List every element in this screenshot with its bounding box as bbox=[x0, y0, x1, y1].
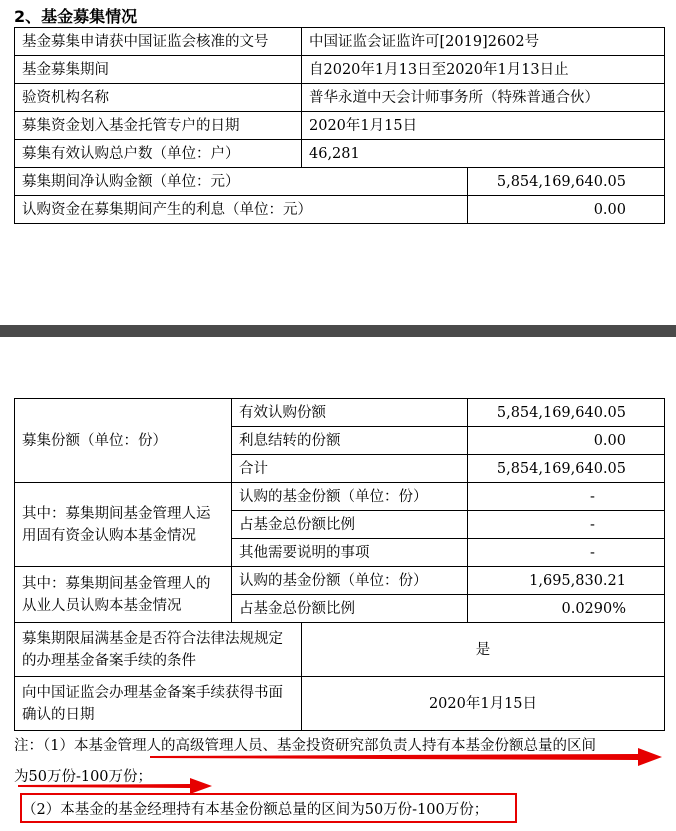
table-cell-value: - bbox=[468, 511, 665, 539]
table-cell-value: 中国证监会证监许可[2019]2602号 bbox=[302, 28, 665, 56]
table-cell-label: 占基金总份额比例 bbox=[232, 511, 468, 539]
table-cell-value: 2020年1月15日 bbox=[302, 112, 665, 140]
table-cell-value: - bbox=[468, 539, 665, 567]
table-cell-value: 1,695,830.21 bbox=[468, 567, 665, 595]
table-cell-label: 募集资金划入基金托管专户的日期 bbox=[15, 112, 302, 140]
table-cell-label: 有效认购份额 bbox=[232, 399, 468, 427]
group-label-staff-subscription: 其中：募集期间基金管理人的从业人员认购本基金情况 bbox=[15, 567, 232, 623]
red-arrow-long-icon bbox=[150, 745, 670, 769]
note-2: （2）本基金的基金经理持有本基金份额总量的区间为50万份-100万份； bbox=[22, 802, 489, 818]
table-cell-value: - bbox=[468, 483, 665, 511]
section-title: 2、基金募集情况 bbox=[14, 7, 138, 26]
fund-shares-table bbox=[14, 398, 665, 731]
table-cell-label: 募集有效认购总户数（单位：户） bbox=[15, 140, 302, 168]
table-cell-label: 其他需要说明的事项 bbox=[232, 539, 468, 567]
table-cell-label: 占基金总份额比例 bbox=[232, 595, 468, 623]
table-cell-value: 5,854,169,640.05 bbox=[468, 455, 665, 483]
table-cell-value: 0.0290% bbox=[468, 595, 665, 623]
table-cell-value: 5,854,169,640.05 bbox=[468, 399, 665, 427]
table-cell-label: 基金募集申请获中国证监会核准的文号 bbox=[15, 28, 302, 56]
table-cell-label: 合计 bbox=[232, 455, 468, 483]
page-divider bbox=[0, 325, 676, 337]
note-1-line-2: 为50万份-100万份； bbox=[14, 769, 153, 785]
table-cell-value: 0.00 bbox=[468, 427, 665, 455]
table-cell-value: 普华永道中天会计师事务所（特殊普通合伙） bbox=[302, 84, 665, 112]
table-cell-value: 0.00 bbox=[468, 196, 665, 224]
group-label-manager-own-funds: 其中：募集期间基金管理人运用固有资金认购本基金情况 bbox=[15, 483, 232, 567]
table-cell-label: 认购的基金份额（单位：份） bbox=[232, 483, 468, 511]
table-cell-label: 基金募集期间 bbox=[15, 56, 302, 84]
table-cell-label: 验资机构名称 bbox=[15, 84, 302, 112]
filing-condition-value: 是 bbox=[302, 623, 665, 677]
table-cell-label: 募集期间净认购金额（单位：元） bbox=[15, 168, 468, 196]
fund-raising-table bbox=[14, 27, 665, 224]
table-cell-value: 5,854,169,640.05 bbox=[468, 168, 665, 196]
group-label-shares: 募集份额（单位：份） bbox=[15, 399, 232, 483]
confirmation-date-label: 向中国证监会办理基金备案手续获得书面确认的日期 bbox=[15, 677, 302, 731]
table-cell-label: 利息结转的份额 bbox=[232, 427, 468, 455]
table-cell-label: 认购资金在募集期间产生的利息（单位：元） bbox=[15, 196, 468, 224]
table-cell-label: 认购的基金份额（单位：份） bbox=[232, 567, 468, 595]
confirmation-date-value: 2020年1月15日 bbox=[302, 677, 665, 731]
table-cell-value: 自2020年1月13日至2020年1月13日止 bbox=[302, 56, 665, 84]
note-1-line-1: 注：（1）本基金管理人的高级管理人员、基金投资研究部负责人持有本基金份额总量的区间 bbox=[14, 738, 596, 754]
table-cell-value: 46,281 bbox=[302, 140, 665, 168]
filing-condition-label: 募集期限届满基金是否符合法律法规规定的办理基金备案手续的条件 bbox=[15, 623, 302, 677]
highlight-box bbox=[20, 793, 517, 823]
